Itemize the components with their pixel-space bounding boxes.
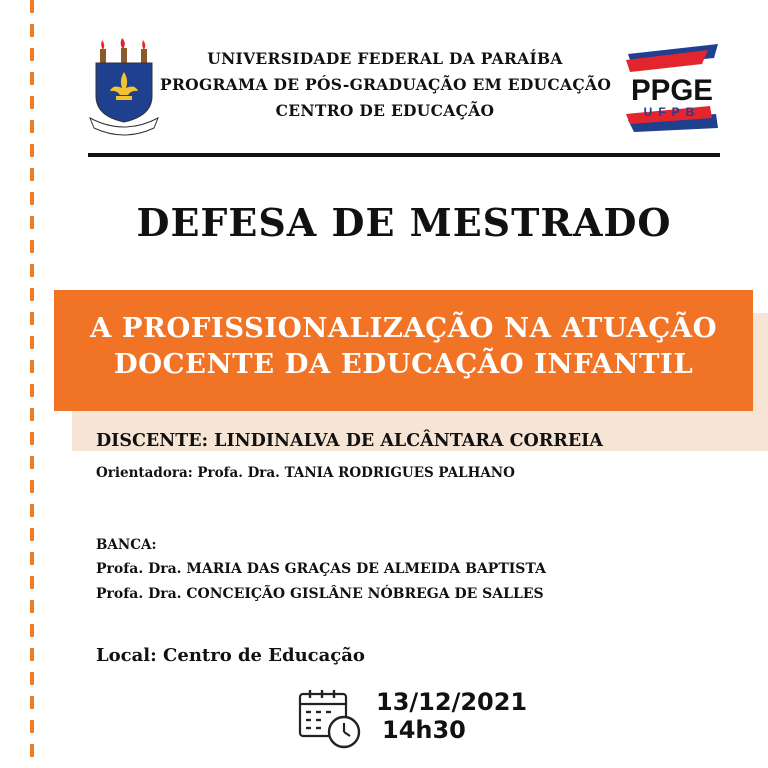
advisor-name: Orientadora: Profa. Dra. TANIA RODRIGUES PALHANO xyxy=(96,465,515,481)
location: Local: Centro de Educação xyxy=(96,645,365,666)
university-name: UNIVERSIDADE FEDERAL DA PARAÍBA xyxy=(207,49,563,68)
institution-header xyxy=(160,46,610,124)
thesis-title-line1: A PROFISSIONALIZAÇÃO NA ATUAÇÃO xyxy=(89,312,718,344)
ppge-logo xyxy=(622,44,722,132)
student-name: DISCENTE: LINDINALVA DE ALCÂNTARA CORREIA xyxy=(96,431,603,451)
thesis-title-box xyxy=(54,290,753,411)
program-name: PROGRAMA DE PÓS-GRADUAÇÃO EM EDUCAÇÃO xyxy=(160,75,612,94)
event-date: 13/12/2021 xyxy=(376,688,528,716)
thesis-title-line2: DOCENTE DA EDUCAÇÃO INFANTIL xyxy=(113,348,694,380)
header-divider xyxy=(88,153,720,157)
logo-top-text: PPGE xyxy=(631,74,713,107)
logo-bottom-text: UFPB xyxy=(643,105,701,119)
dashed-border xyxy=(30,0,34,768)
event-time: 14h30 xyxy=(382,716,466,744)
center-name: CENTRO DE EDUCAÇÃO xyxy=(275,101,495,120)
committee-heading: BANCA: xyxy=(96,537,157,553)
committee-member: Profa. Dra. CONCEIÇÃO GISLÂNE NÓBREGA DE SALLES xyxy=(96,586,544,602)
committee-member: Profa. Dra. MARIA DAS GRAÇAS DE ALMEIDA BAPTISTA xyxy=(96,561,546,577)
ufpb-crest-icon xyxy=(88,36,160,136)
calendar-clock-icon xyxy=(298,688,364,750)
event-title: DEFESA DE MESTRADO xyxy=(136,200,672,245)
